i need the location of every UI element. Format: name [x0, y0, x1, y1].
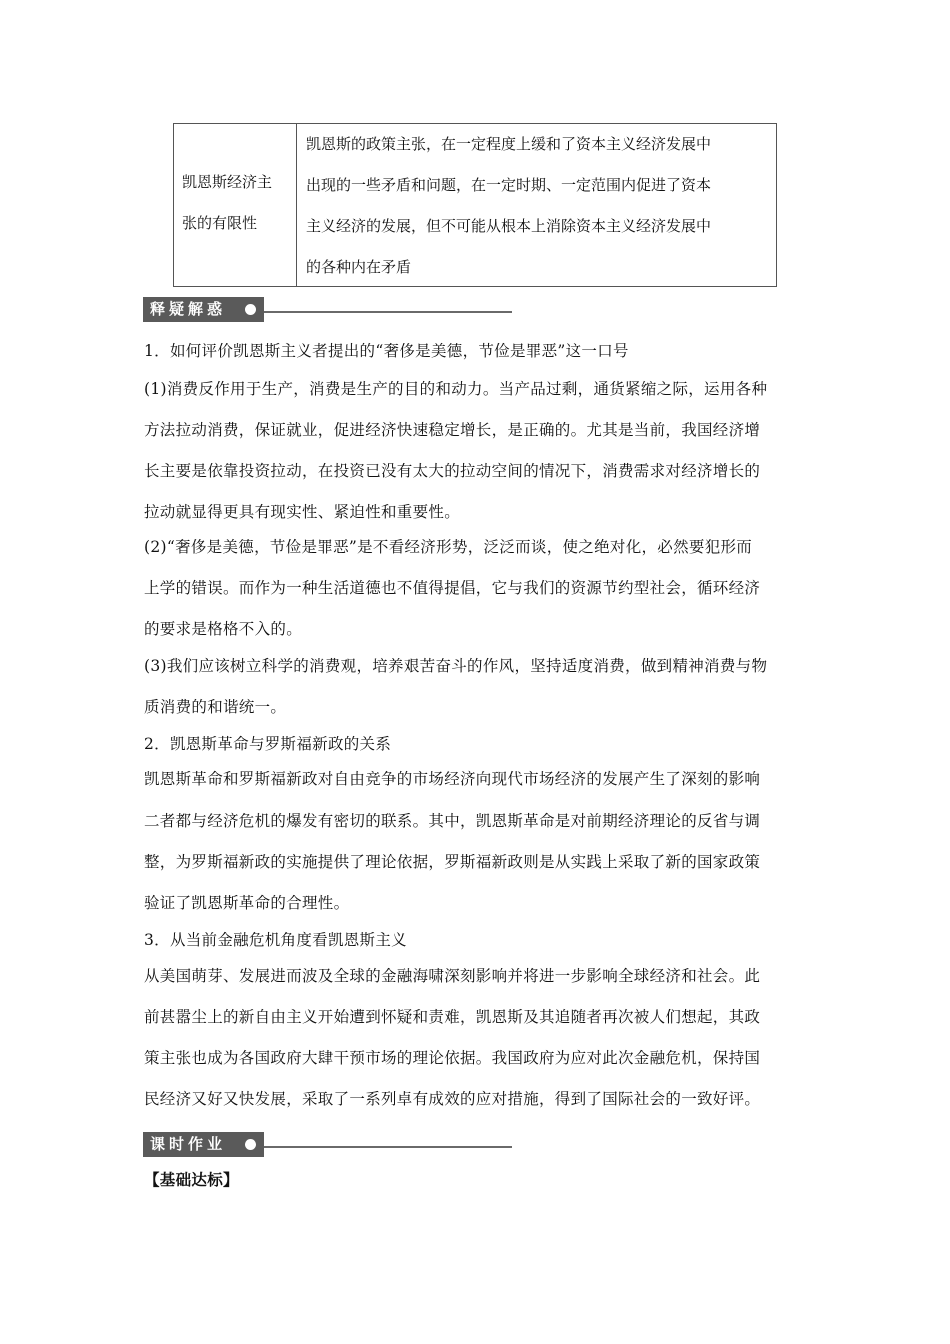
question-3-heading: 3．从当前金融危机角度看凯恩斯主义 — [144, 931, 407, 949]
section-title: 课时作业 — [150, 1135, 227, 1153]
paragraph-line: (1)消费反作用于生产，消费是生产的目的和动力。当产品过剩，通货紧缩之际，运用各种 — [144, 380, 768, 398]
table-right-line: 主义经济的发展，但不可能从根本上消除资本主义经济发展中 — [306, 217, 712, 235]
paragraph-line: 民经济又好又快发展，采取了一系列卓有成效的应对措施，得到了国际社会的一致好评。 — [144, 1090, 761, 1108]
paragraph-line: (2)“奢侈是美德，节俭是罪恶”是不看经济形势，泛泛而谈，使之绝对化，必然要犯形而 — [144, 538, 753, 556]
bullet-dot-icon — [245, 304, 256, 315]
paragraph-line: 的要求是格格不入的。 — [144, 620, 303, 638]
table-right-cell — [297, 124, 776, 286]
paragraph-line: 拉动就显得更具有现实性、紧迫性和重要性。 — [144, 503, 461, 521]
question-1-heading: 1．如何评价凯恩斯主义者提出的“奢侈是美德，节俭是罪恶”这一口号 — [144, 342, 629, 360]
table-right-line: 的各种内在矛盾 — [306, 258, 412, 276]
section-rule — [264, 311, 512, 313]
section-title: 释疑解惑 — [150, 300, 227, 318]
question-2-heading: 2．凯恩斯革命与罗斯福新政的关系 — [144, 735, 392, 753]
paragraph-line: 长主要是依靠投资拉动，在投资已没有太大的拉动空间的情况下，消费需求对经济增长的 — [144, 462, 761, 480]
table-left-cell — [174, 124, 297, 286]
table-left-line: 凯恩斯经济主 — [182, 173, 273, 191]
table-right-line: 凯恩斯的政策主张，在一定程度上缓和了资本主义经济发展中 — [306, 135, 712, 153]
foundation-label: 【基础达标】 — [144, 1170, 239, 1189]
section-rule — [264, 1146, 512, 1148]
paragraph-line: 方法拉动消费，保证就业，促进经济快速稳定增长，是正确的。尤其是当前，我国经济增 — [144, 421, 761, 439]
paragraph-line: 二者都与经济危机的爆发有密切的联系。其中，凯恩斯革命是对前期经济理论的反省与调 — [144, 812, 761, 830]
summary-table — [173, 123, 777, 287]
paragraph-line: (3)我们应该树立科学的消费观，培养艰苦奋斗的作风，坚持适度消费，做到精神消费与物 — [144, 657, 768, 675]
paragraph-line: 验证了凯恩斯革命的合理性。 — [144, 894, 350, 912]
table-left-line: 张的有限性 — [182, 214, 258, 232]
section-header-homework — [143, 1132, 513, 1158]
paragraph-line: 整，为罗斯福新政的实施提供了理论依据，罗斯福新政则是从实践上采取了新的国家政策 — [144, 853, 761, 871]
section-label — [143, 1132, 264, 1157]
paragraph-line: 从美国萌芽、发展进而波及全球的金融海啸深刻影响并将进一步影响全球经济和社会。此 — [144, 967, 761, 985]
paragraph-line: 凯恩斯革命和罗斯福新政对自由竞争的市场经济向现代市场经济的发展产生了深刻的影响 — [144, 770, 761, 788]
section-label — [143, 297, 264, 322]
paragraph-line: 前甚嚣尘上的新自由主义开始遭到怀疑和责难，凯恩斯及其追随者再次被人们想起，其政 — [144, 1008, 761, 1026]
paragraph-line: 策主张也成为各国政府大肆干预市场的理论依据。我国政府为应对此次金融危机，保持国 — [144, 1049, 761, 1067]
section-header-faq — [143, 297, 513, 323]
paragraph-line: 质消费的和谐统一。 — [144, 698, 287, 716]
bullet-dot-icon — [245, 1139, 256, 1150]
table-right-line: 出现的一些矛盾和问题，在一定时期、一定范围内促进了资本 — [306, 176, 712, 194]
paragraph-line: 上学的错误。而作为一种生活道德也不值得提倡，它与我们的资源节约型社会，循环经济 — [144, 579, 761, 597]
